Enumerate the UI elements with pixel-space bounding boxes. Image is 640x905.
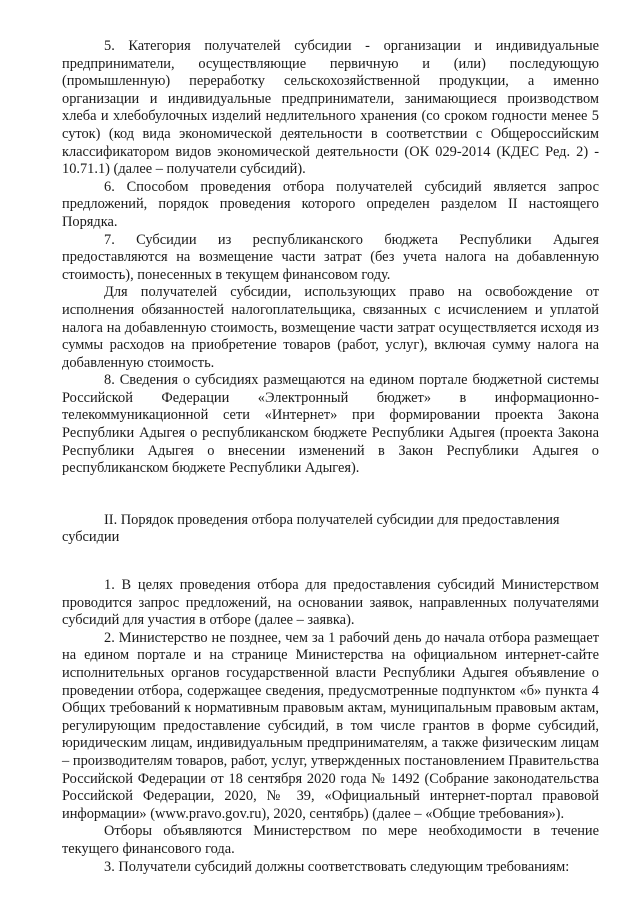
section-spacer — [62, 478, 599, 512]
paragraph-selection-frequency: Отборы объявляются Министерством по мере необходимости в течение текущего финансового года. — [62, 823, 599, 857]
document-page — [62, 38, 599, 876]
paragraph-6-selection-method: 6. Способом проведения отбора получателей субсидий является запрос предложений, порядок проведения которого определен разделом II настоящего Порядка. — [62, 178, 599, 230]
paragraph-3-requirements: 3. Получатели субсидий должны соответствовать следующим требованиям: — [104, 858, 570, 875]
paragraph-8-subsidy-info: 8. Сведения о субсидиях размещаются на едином портале бюджетной системы Российской Федерации «Электронный бюджет» в информационно-телекоммуникационной сети «Интернет» при формировании проекта Закона Республики Адыгея о республиканском бюджете Республики Адыгея (проекта Закона Республики Адыгея о внесении изменений в Закон Республики Адыгея о республиканском бюджете Республики Адыгея). — [62, 372, 599, 477]
section-heading: II. Порядок проведения отбора получателей субсидии для предоставления субсидии — [62, 511, 560, 546]
paragraph-vat-exemption: Для получателей субсидии, использующих право на освобождение от исполнения обязанностей налогоплательщика, связанных с исчислением и уплатой налога на добавленную стоимость, возмещение части затрат осуществляется исходя из суммы расходов на приобретение товаров (работ, услуг), включая сумму налога на добавленную стоимость. — [62, 284, 599, 371]
paragraph-2-announcement: 2. Министерство не позднее, чем за 1 рабочий день до начала отбора размещает на едином портале и на странице Министерства на официальном интернет-сайте исполнительных органов государственной власти Республики Адыгея объявление о проведении отбора, содержащее сведения, предусмотренные подпунктом «б» пункта 4 Общих требований к нормативным правовым актам, муниципальным правовым актам, регулирующим предоставление субсидий, в том числе грантов в форме субсидий, юридическим лицам, индивидуальным предпринимателям, а также физическим лицам – производителям товаров, работ, услуг, утвержденных постановлением Правительства Российской Федерации от 18 сентября 2020 года № 1492 (Собрание законодательства Российской Федерации, 2020, № 39, «Официальный интернет-портал правовой информации» (www.pravo.gov.ru), 2020, сентябрь) (далее – «Общие требования»). — [62, 629, 599, 822]
paragraph-7-subsidy-purpose: 7. Субсидии из республиканского бюджета Республики Адыгея предоставляются на возмещение части затрат (без учета налога на добавленную стоимость), понесенных в текущем финансовом году. — [62, 231, 599, 283]
paragraph-1-selection-purpose: 1. В целях проведения отбора для предоставления субсидий Министерством проводится запрос предложений, на основании заявок, направленных получателями субсидий для участия в отборе (далее – заявка). — [62, 577, 599, 629]
section-spacer — [62, 547, 599, 577]
paragraph-5-recipient-category: 5. Категория получателей субсидии - организации и индивидуальные предприниматели, осуществляющие первичную и (или) последующую (промышленную) переработку сельскохозяйственной продукции, а именно организации и индивидуальные предприниматели, занимающиеся производством хлеба и хлебобулочных изделий недлительного хранения (со сроком годности менее 5 суток) (код вида экономической деятельности в соответствии с Общероссийским классификатором видов экономической деятельности (ОК 029-2014 (КДЕС Ред. 2) - 10.71.1) (далее – получатели субсидий). — [62, 38, 599, 178]
